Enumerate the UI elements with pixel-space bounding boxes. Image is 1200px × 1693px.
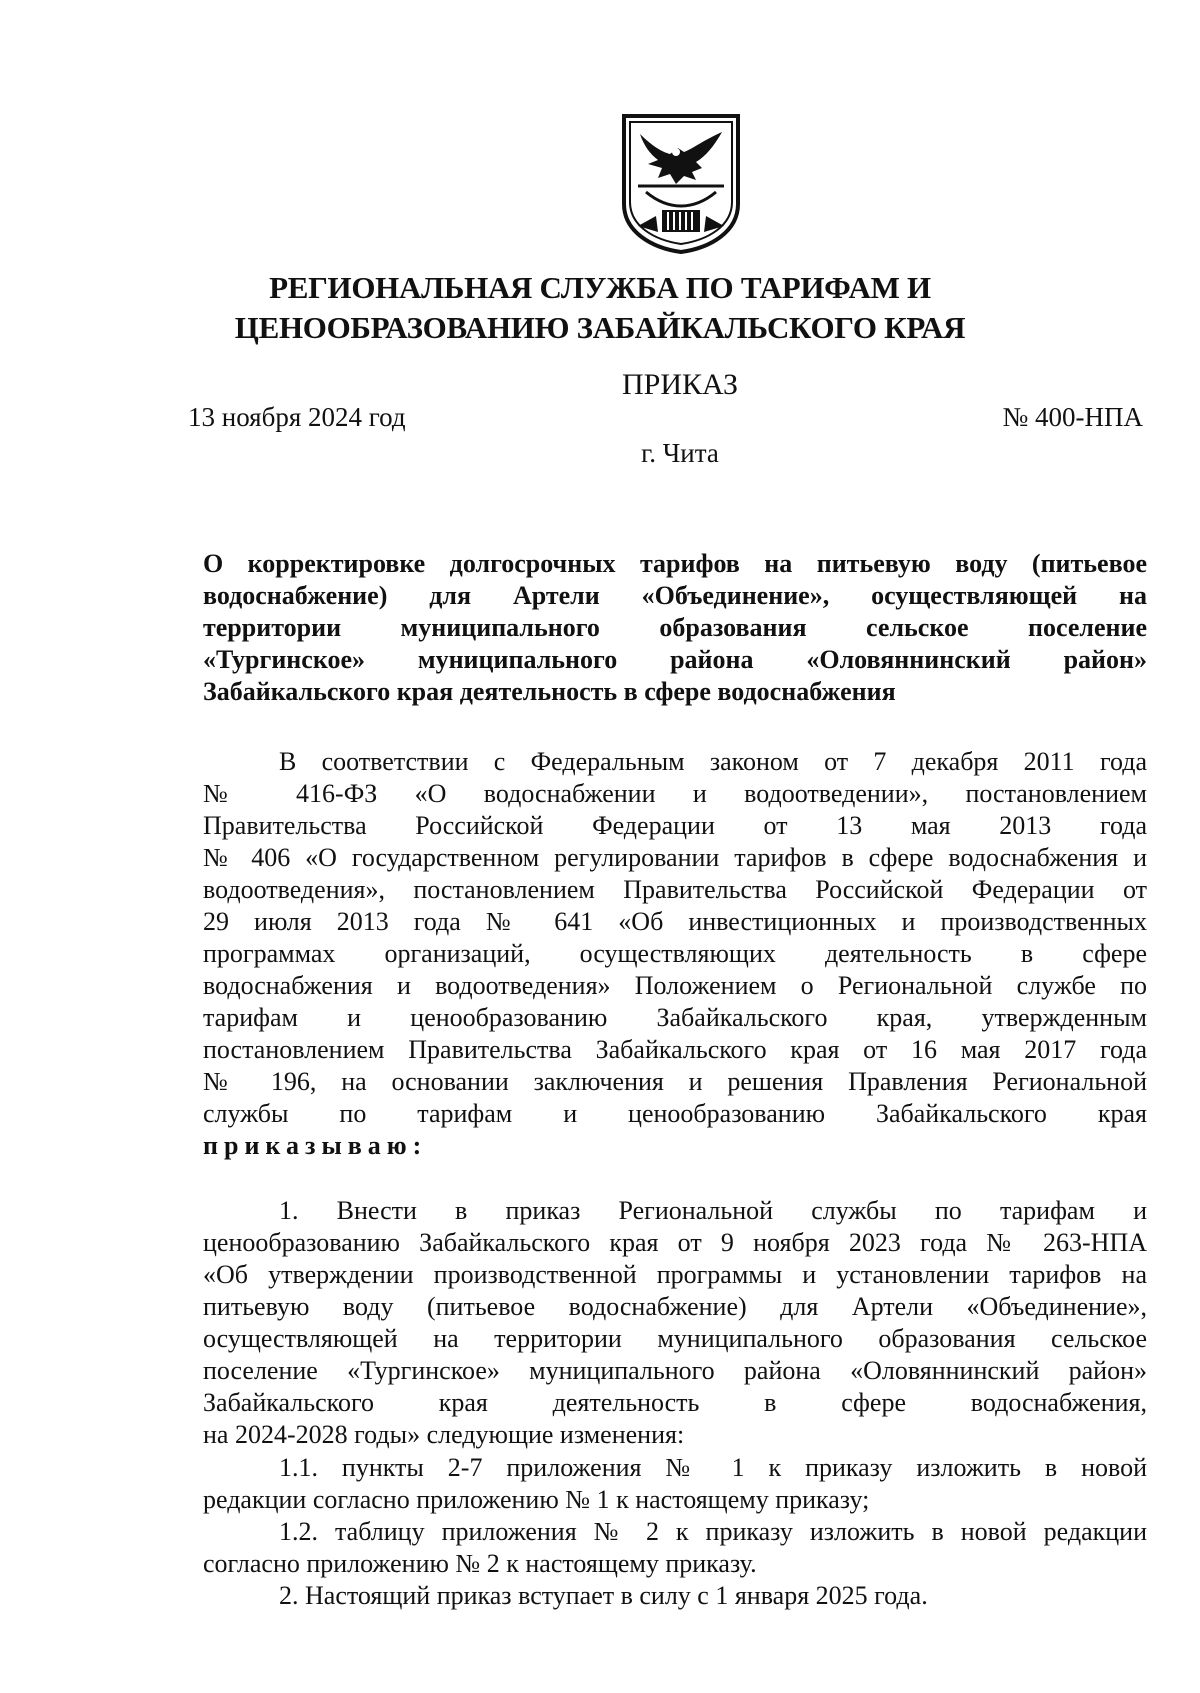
paragraph-line: водоотведения», постановлением Правительства Российской Федерации от <box>203 875 1147 904</box>
paragraph-line: 1. Внести в приказ Региональной службы по тарифам и <box>279 1196 1147 1225</box>
organization-title-line: РЕГИОНАЛЬНАЯ СЛУЖБА ПО ТАРИФАМ И <box>269 270 931 305</box>
paragraph-line: «Об утверждении производственной программы и установлении тарифов на <box>203 1260 1147 1289</box>
paragraph-line: тарифам и ценообразованию Забайкальского края, утвержденным <box>203 1003 1147 1032</box>
document-type: ПРИКАЗ <box>622 368 738 401</box>
coat-of-arms-icon <box>618 112 744 254</box>
preamble-paragraph <box>203 746 1147 1162</box>
paragraph-line: программах организаций, осуществляющих деятельность в сфере <box>203 939 1147 968</box>
order-subject <box>203 548 1147 708</box>
item-1-1-paragraph <box>203 1452 1147 1516</box>
paragraph-line: 29 июля 2013 года № 641 «Об инвестиционных и производственных <box>203 907 1147 936</box>
order-city: г. Чита <box>641 438 719 468</box>
paragraph-line: Забайкальского края деятельность в сфере водоснабжения, <box>203 1388 1147 1417</box>
paragraph-line: ценообразованию Забайкальского края от 9 ноября 2023 года № 263-НПА <box>203 1228 1147 1257</box>
decree-word: приказываю: <box>203 1131 428 1160</box>
paragraph-line: 2. Настоящий приказ вступает в силу с 1 января 2025 года. <box>279 1581 928 1610</box>
paragraph-line: № 196, на основании заключения и решения Правления Региональной <box>203 1067 1147 1096</box>
paragraph-line: № 416-ФЗ «О водоснабжении и водоотведении», постановлением <box>203 779 1147 808</box>
organization-title-line: ЦЕНООБРАЗОВАНИЮ ЗАБАЙКАЛЬСКОГО КРАЯ <box>234 310 966 345</box>
paragraph-line: водоснабжения и водоотведения» Положением о Региональной службе по <box>203 971 1147 1000</box>
paragraph-line: № 406 «О государственном регулировании тарифов в сфере водоснабжения и <box>203 843 1147 872</box>
paragraph-line: службы по тарифам и ценообразованию Забайкальского края <box>203 1099 1147 1128</box>
subject-line: территории муниципального образования сельское поселение <box>203 613 1147 642</box>
paragraph-line: поселение «Тургинское» муниципального района «Оловяннинский район» <box>203 1356 1147 1385</box>
item-2-paragraph <box>203 1580 1147 1612</box>
paragraph-line: осуществляющей на территории муниципального образования сельское <box>203 1324 1147 1353</box>
order-number: № 400-НПА <box>1002 402 1143 432</box>
paragraph-line: В соответствии с Федеральным законом от 7 декабря 2011 года <box>279 747 1147 776</box>
paragraph-line: постановлением Правительства Забайкальского края от 16 мая 2017 года <box>203 1035 1147 1064</box>
item-1-2-paragraph <box>203 1516 1147 1580</box>
paragraph-line: на 2024-2028 годы» следующие изменения: <box>203 1420 685 1449</box>
paragraph-line: согласно приложению № 2 к настоящему приказу. <box>203 1549 757 1578</box>
paragraph-line: 1.1. пункты 2-7 приложения № 1 к приказу изложить в новой <box>279 1453 1147 1482</box>
paragraph-line: питьевую воду (питьевое водоснабжение) для Артели «Объединение», <box>203 1292 1147 1321</box>
organization-title <box>140 268 1060 348</box>
paragraph-line: редакции согласно приложению № 1 к настоящему приказу; <box>203 1485 870 1514</box>
item-1-paragraph <box>203 1195 1147 1451</box>
subject-line: водоснабжение) для Артели «Объединение», осуществляющей на <box>203 581 1147 610</box>
order-date: 13 ноября 2024 год <box>188 402 406 432</box>
subject-line: Забайкальского края деятельность в сфере водоснабжения <box>203 677 896 706</box>
paragraph-line: Правительства Российской Федерации от 13 мая 2013 года <box>203 811 1147 840</box>
paragraph-line: 1.2. таблицу приложения № 2 к приказу изложить в новой редакции <box>279 1517 1147 1546</box>
subject-line: «Тургинское» муниципального района «Оловяннинский район» <box>203 645 1147 674</box>
subject-line: О корректировке долгосрочных тарифов на питьевую воду (питьевое <box>203 549 1147 578</box>
